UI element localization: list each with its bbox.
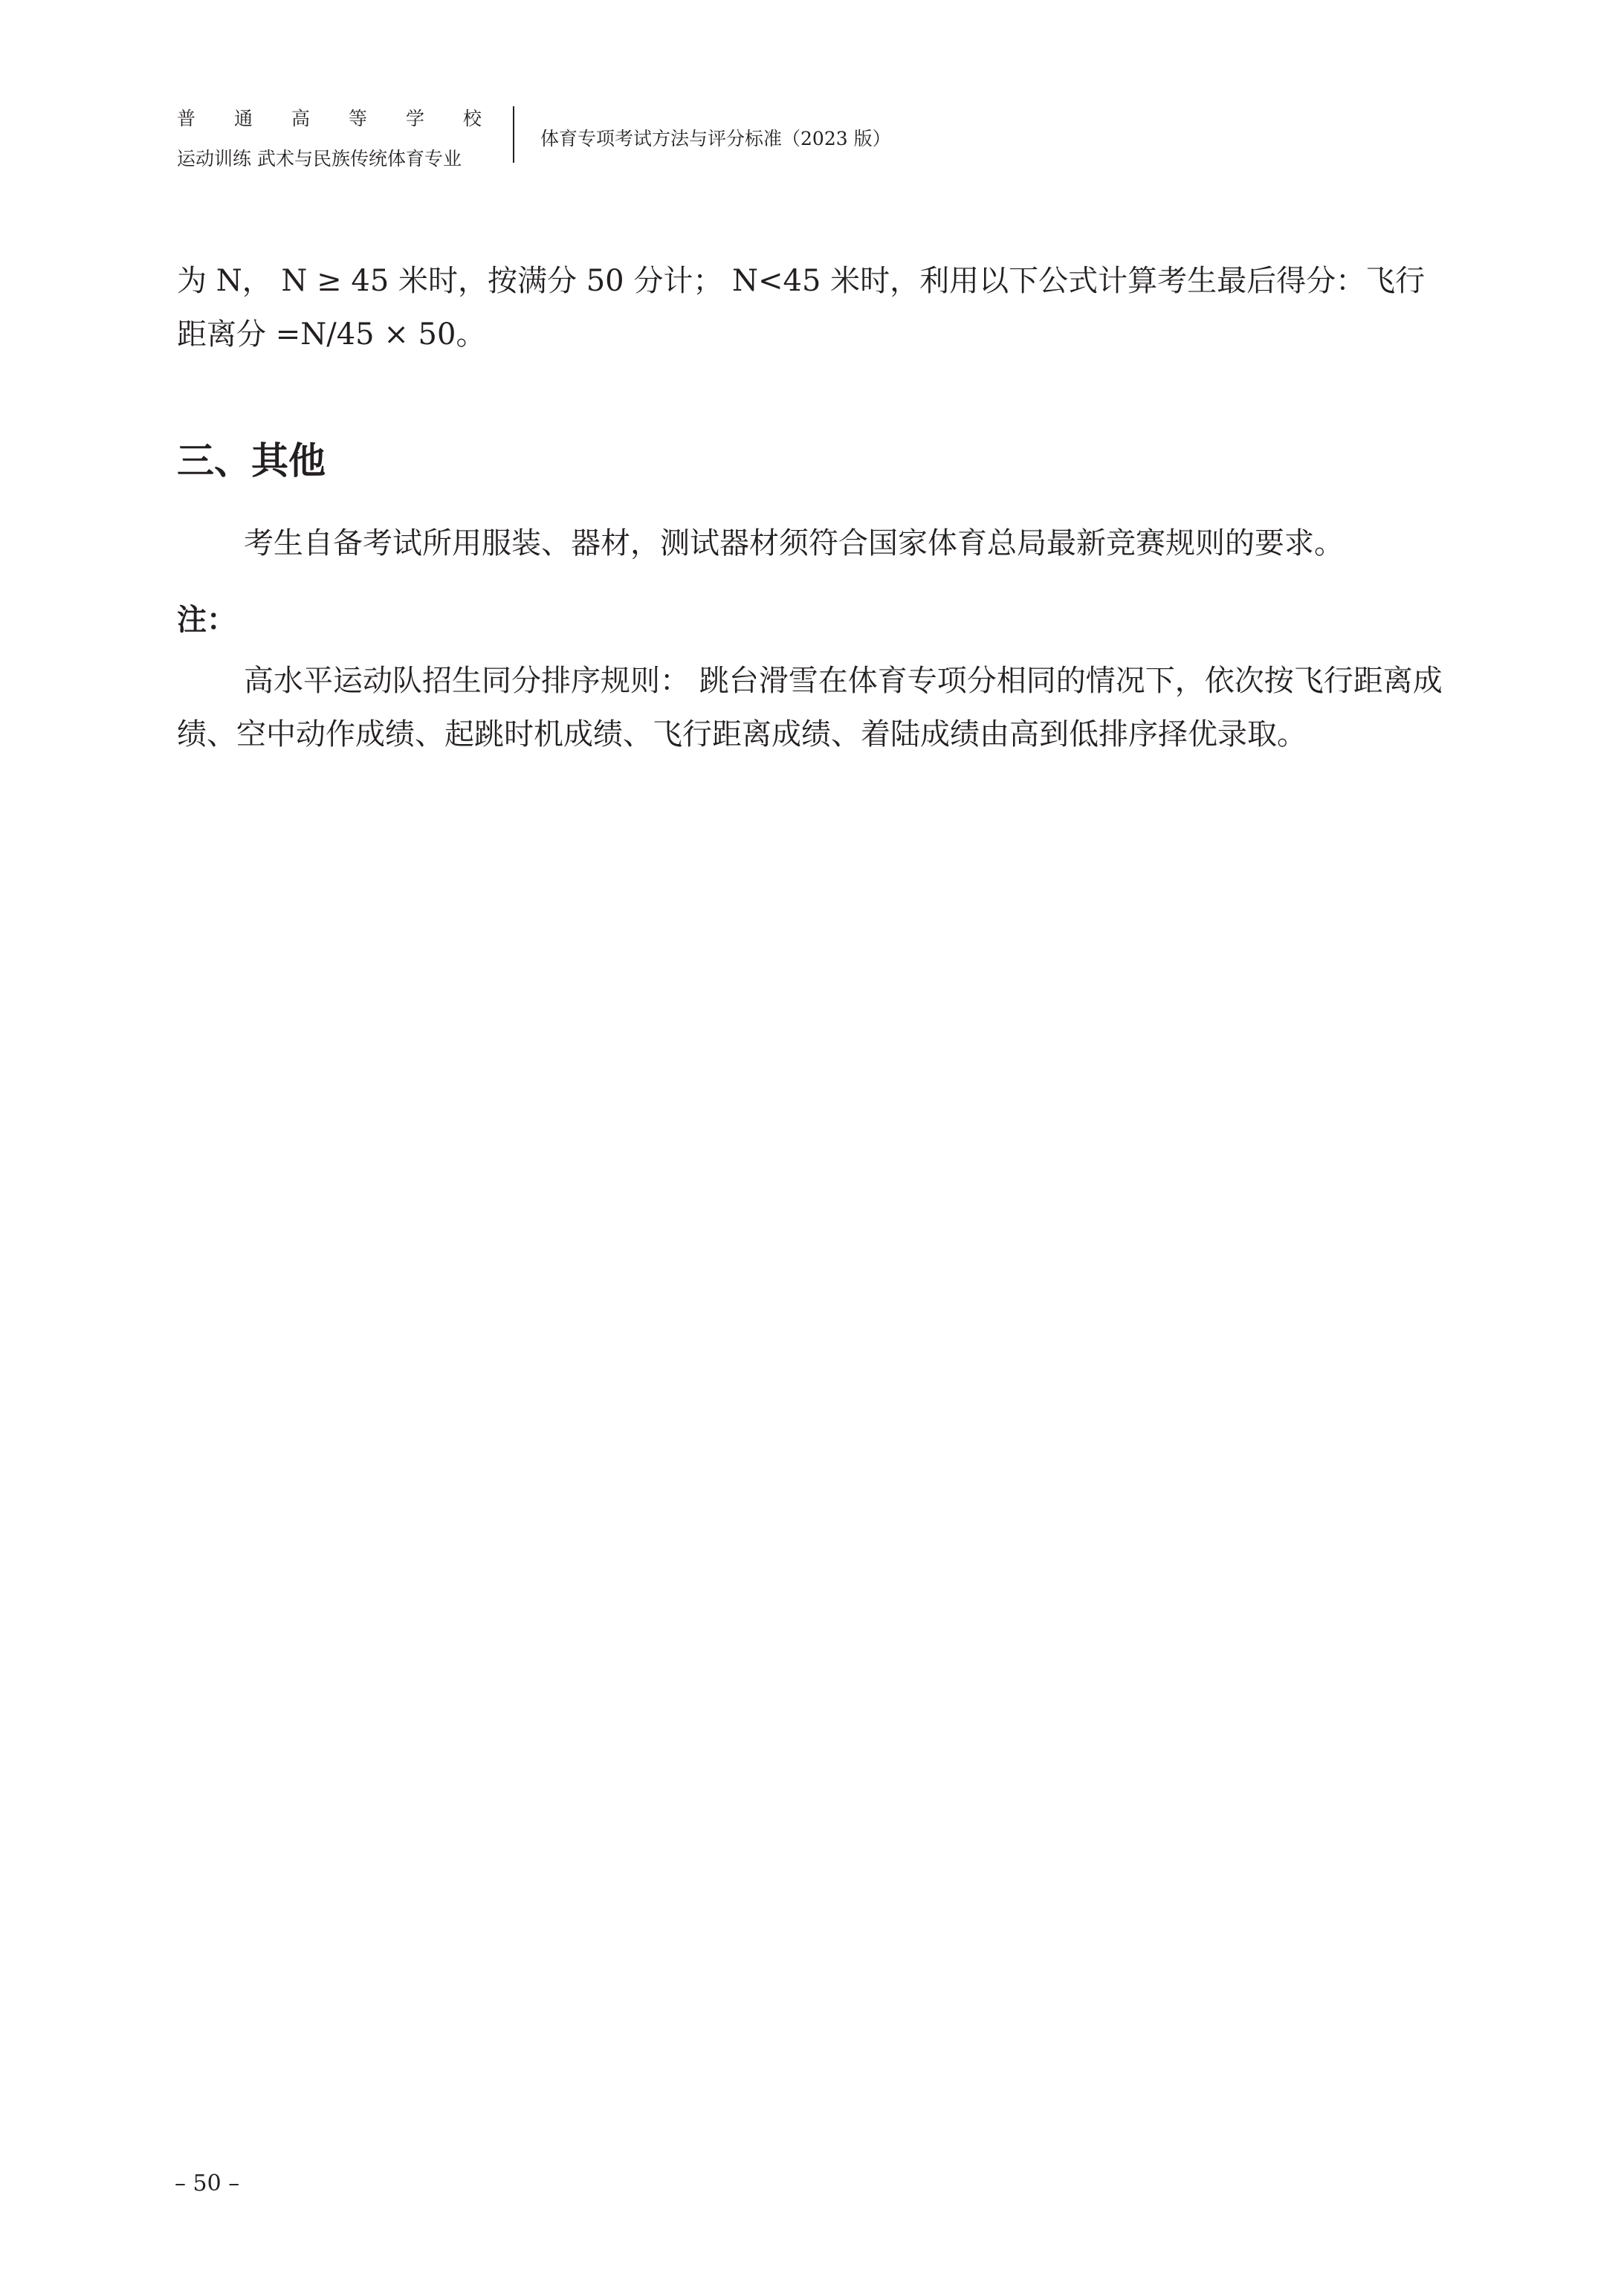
header-char: 通 (233, 108, 253, 129)
header-program-title: 运动训练 武术与民族传统体育专业 (177, 148, 462, 169)
page-number: – 50 – (175, 2171, 240, 2197)
section-heading-other: 三、其他 (177, 439, 326, 482)
header-divider (513, 106, 514, 163)
header-char: 普 (177, 108, 196, 129)
header-school-title (177, 106, 482, 132)
note-label: 注： (177, 602, 236, 637)
header-char: 学 (405, 108, 424, 129)
header-char: 校 (462, 108, 482, 129)
header-char: 高 (291, 108, 310, 129)
header-document-title: 体育专项考试方法与评分标准（2023 版） (540, 128, 891, 149)
equipment-paragraph: 考生自备考试所用服装、器材，测试器材须符合国家体育总局最新竞赛规则的要求。 (244, 526, 1344, 560)
tie-break-rule-paragraph: 高水平运动队招生同分排序规则： 跳台滑雪在体育专项分相同的情况下，依次按飞行距离成绩、空中动作成绩、起跳时机成绩、飞行距离成绩、着陆成绩由高到低排序择优录取。 (177, 664, 1443, 751)
running-header-left (177, 106, 504, 172)
header-char: 等 (348, 108, 367, 129)
scoring-formula-paragraph: 为 N， N ≥ 45 米时，按满分 50 分计； N<45 米时，利用以下公式计算考生最后得分：飞行距离分 =N/45 × 50。 (177, 264, 1426, 352)
